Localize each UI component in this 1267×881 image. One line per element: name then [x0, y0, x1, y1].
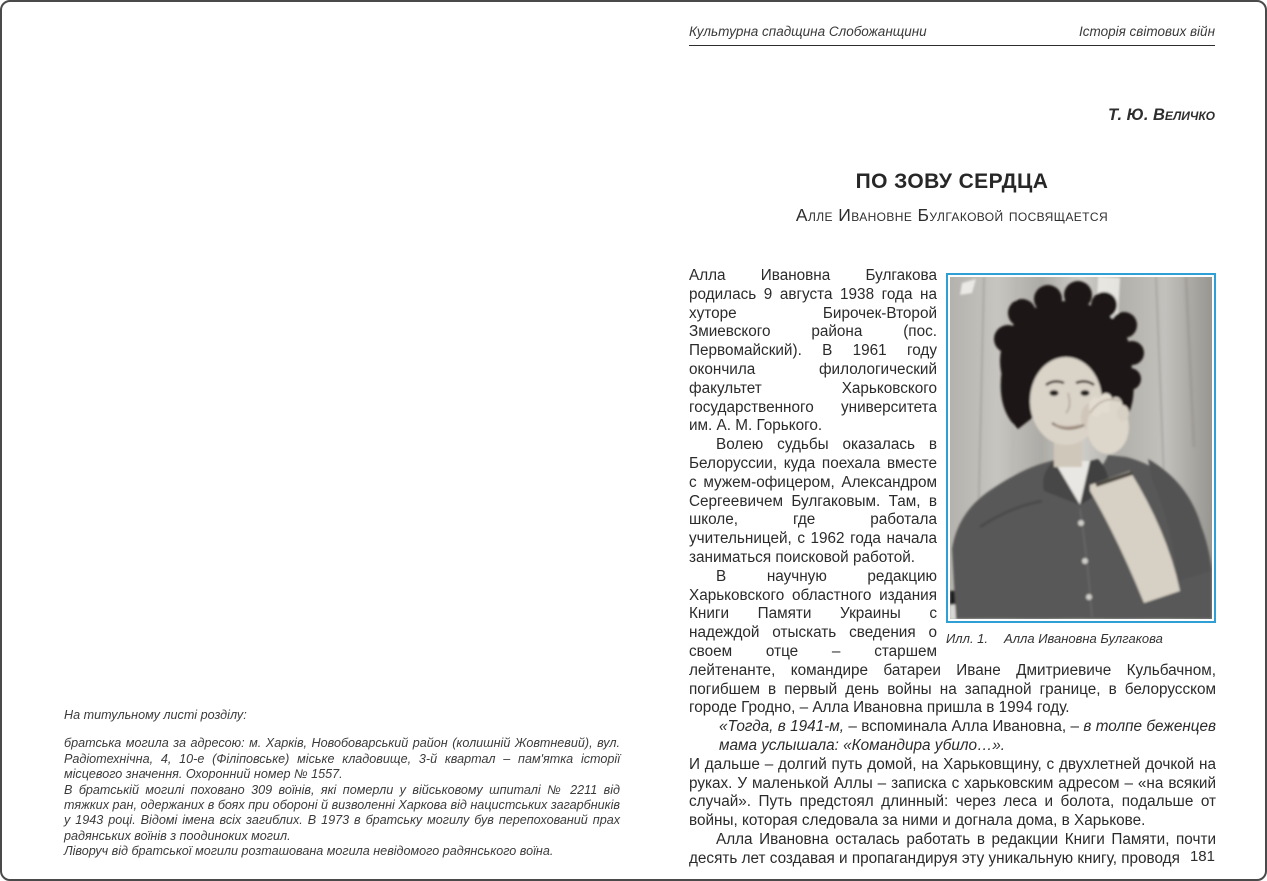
- body-paragraph: Волею судьбы оказалась в Белоруссии, куда поехала вместе с мужем-офицером, Александром Сергеевичем Булгаковым. Там, в школе, где работала учительницей, с 1962 года начала заниматься поисковой работой.: [689, 436, 937, 566]
- body-paragraph: Алла Ивановна осталась работать в редакции Книги Памяти, почти десять лет создавая и пропагандируя эту уникальную книгу, проводя: [689, 830, 1216, 867]
- body-paragraph: И дальше – долгий путь домой, на Харьковщину, с двухлетней дочкой на руках. У маленькой Аллы – записка с харьковским адресом – «на всякий случай». Путь предстоял длинный: через леса и болота, подальше от войны, которая следовала за ними и догнала дома, в Харькове.: [689, 755, 1216, 830]
- body-paragraph: Алла Ивановна Булгакова родилась 9 августа 1938 года на хуторе Бирочек-Второй Змиевского района (пос. Первомайский). В 1961 году окончила филологический факультет Харьковского государственного университета им. А. М. Горького.: [689, 267, 937, 435]
- figure-caption-text: Алла Ивановна Булгакова: [1004, 631, 1163, 646]
- article-body: [689, 267, 1216, 869]
- figure-portrait: [946, 273, 1216, 649]
- note-intro: На титульному листі розділу:: [64, 708, 247, 722]
- dedication-line: Алле Ивановне Булгаковой посвящается: [795, 205, 1109, 225]
- left-page-note: [64, 708, 620, 860]
- author-byline: Т. Ю. Величко: [1108, 106, 1215, 124]
- note-paragraph: В братській могилі поховано 309 воїнів, які померли у військовому шпиталі № 2211 від тяжких ран, одержаних в боях при обороні й визволенні Харкова від нацистських загарбників у 1943 році. Відомі імена всіх загиблих. В 1973 в братську могилу був перепохований прах радянських воїнів з поодиноких могил.: [64, 782, 620, 843]
- body-paragraph: В научную редакцию Харьковского областного издания Книги Памяти Украины с надеждой отыскать сведения о своем отце – старшем лейтенанте, командире батареи Иване Дмитриевиче Кульбачном, погибшем в первый день войны на западной границе, в белорусском городе Гродно, – Алла Ивановна пришла в 1994 году.: [689, 567, 1216, 717]
- portrait-illustration: [950, 277, 1212, 619]
- page-number: 181: [1189, 848, 1215, 865]
- article-title: ПО ЗОВУ СЕРДЦА: [855, 170, 1049, 193]
- figure-caption: [946, 630, 1216, 649]
- quote-paragraph: «Тогда, в 1941-м, – вспоминала Алла Ивановна, – в толпе беженцев мама услышала: «Командира убило…».: [719, 718, 1216, 754]
- running-header: [689, 24, 1215, 46]
- running-header-left: Культурна спадщина Слобожанщини: [689, 24, 927, 39]
- portrait-photo: [946, 273, 1216, 623]
- note-paragraph: Ліворуч від братської могили розташована могила невідомого радянського воїна.: [64, 844, 554, 859]
- running-header-right: Історія світових війн: [1078, 24, 1215, 39]
- figure-caption-label: Илл. 1.: [946, 631, 989, 646]
- note-paragraph: братська могила за адресою: м. Харків, Новобоварський район (колишній Жовтневий), вул. Радіотехнічна, 4, 10-е (Філіповське) міське кладовище, 3-й квартал – пам'ятка історії місцевого значення. Охоронний номер № 1557.: [64, 736, 620, 782]
